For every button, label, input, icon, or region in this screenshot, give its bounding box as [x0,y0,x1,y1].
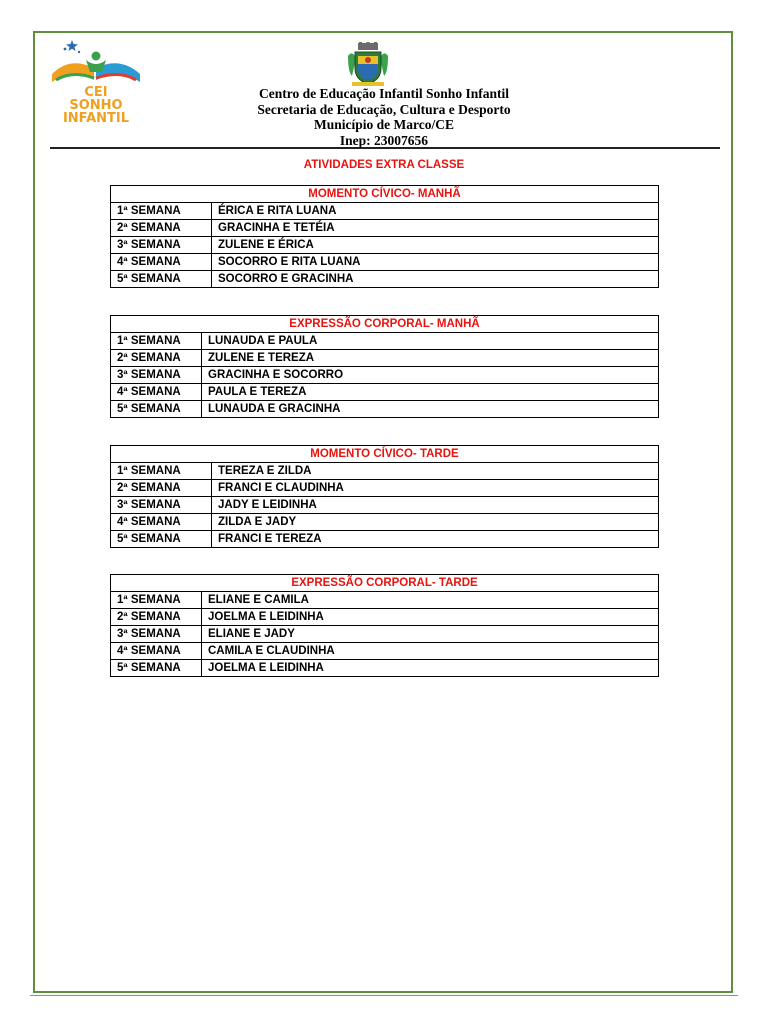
week-cell: 1ª SEMANA [111,463,212,480]
week-cell: 2ª SEMANA [111,480,212,497]
table-row [111,626,659,643]
week-cell: 4ª SEMANA [111,514,212,531]
week-cell: 3ª SEMANA [111,497,212,514]
week-cell: 4ª SEMANA [111,643,202,660]
table-row [111,203,659,220]
week-cell: 2ª SEMANA [111,350,202,367]
names-cell: GRACINHA E TETÉIA [212,220,659,237]
names-cell: JOELMA E LEIDINHA [202,660,659,677]
week-cell: 5ª SEMANA [111,271,212,288]
document-title: ATIVIDADES EXTRA CLASSE [303,159,465,171]
names-cell: ELIANE E CAMILA [202,592,659,609]
table-row [111,480,659,497]
school-logo [48,38,144,128]
child-figure-icon [86,52,106,73]
names-cell: TEREZA E ZILDA [212,463,659,480]
municipality: Município de Marco/CE [314,117,454,132]
week-cell: 2ª SEMANA [111,609,202,626]
table-row [111,514,659,531]
table-row [111,384,659,401]
week-cell: 5ª SEMANA [111,660,202,677]
inep-code: Inep: 23007656 [339,132,429,148]
header-divider [50,147,720,149]
week-cell: 5ª SEMANA [111,401,202,418]
names-cell: SOCORRO E RITA LUANA [212,254,659,271]
table-row [111,660,659,677]
week-cell: 4ª SEMANA [111,254,212,271]
week-cell: 1ª SEMANA [111,592,202,609]
table-row [111,271,659,288]
department-name: Secretaria de Educação, Cultura e Desporto [257,101,511,117]
table-row [111,220,659,237]
week-cell: 1ª SEMANA [111,333,202,350]
names-cell: FRANCI E TEREZA [212,531,659,548]
week-cell: 3ª SEMANA [111,367,202,384]
table-row [111,367,659,384]
table-row [111,463,659,480]
table-caption: MOMENTO CÍVICO- MANHÃ [111,186,659,203]
table-row [111,401,659,418]
municipal-crest-icon [346,42,390,88]
names-cell: ZILDA E JADY [212,514,659,531]
table-caption: MOMENTO CÍVICO- TARDE [111,446,659,463]
table-row [111,531,659,548]
names-cell: PAULA E TEREZA [202,384,659,401]
table-row [111,497,659,514]
table-row [111,333,659,350]
table-caption: EXPRESSÃO CORPORAL- MANHÃ [111,316,659,333]
schedule-table-momento-civico-tarde [110,445,659,548]
names-cell: FRANCI E CLAUDINHA [212,480,659,497]
schedule-table-expressao-corporal-tarde [110,574,659,677]
logo-line-1: CEI [84,85,108,100]
week-cell: 1ª SEMANA [111,203,212,220]
table-row [111,350,659,367]
names-cell: LUNAUDA E PAULA [202,333,659,350]
table-row [111,237,659,254]
schedule-table-expressao-corporal-manha [110,315,659,418]
schedule-table-momento-civico-manha [110,185,659,288]
names-cell: JOELMA E LEIDINHA [202,609,659,626]
names-cell: ÉRICA E RITA LUANA [212,203,659,220]
names-cell: SOCORRO E GRACINHA [212,271,659,288]
table-row [111,592,659,609]
table-row [111,643,659,660]
names-cell: LUNAUDA E GRACINHA [202,401,659,418]
names-cell: CAMILA E CLAUDINHA [202,643,659,660]
week-cell: 5ª SEMANA [111,531,212,548]
bottom-rule [30,995,738,996]
logo-line-2: SONHO [69,98,123,113]
star-icon [64,40,81,53]
table-caption: EXPRESSÃO CORPORAL- TARDE [111,575,659,592]
week-cell: 3ª SEMANA [111,237,212,254]
names-cell: ELIANE E JADY [202,626,659,643]
names-cell: JADY E LEIDINHA [212,497,659,514]
week-cell: 2ª SEMANA [111,220,212,237]
names-cell: ZULENE E TEREZA [202,350,659,367]
institution-header [200,86,568,148]
table-row [111,609,659,626]
names-cell: GRACINHA E SOCORRO [202,367,659,384]
week-cell: 3ª SEMANA [111,626,202,643]
week-cell: 4ª SEMANA [111,384,202,401]
table-row [111,254,659,271]
logo-line-3: INFANTIL [62,111,130,126]
names-cell: ZULENE E ÉRICA [212,237,659,254]
school-name: Centro de Educação Infantil Sonho Infantil [259,86,509,101]
